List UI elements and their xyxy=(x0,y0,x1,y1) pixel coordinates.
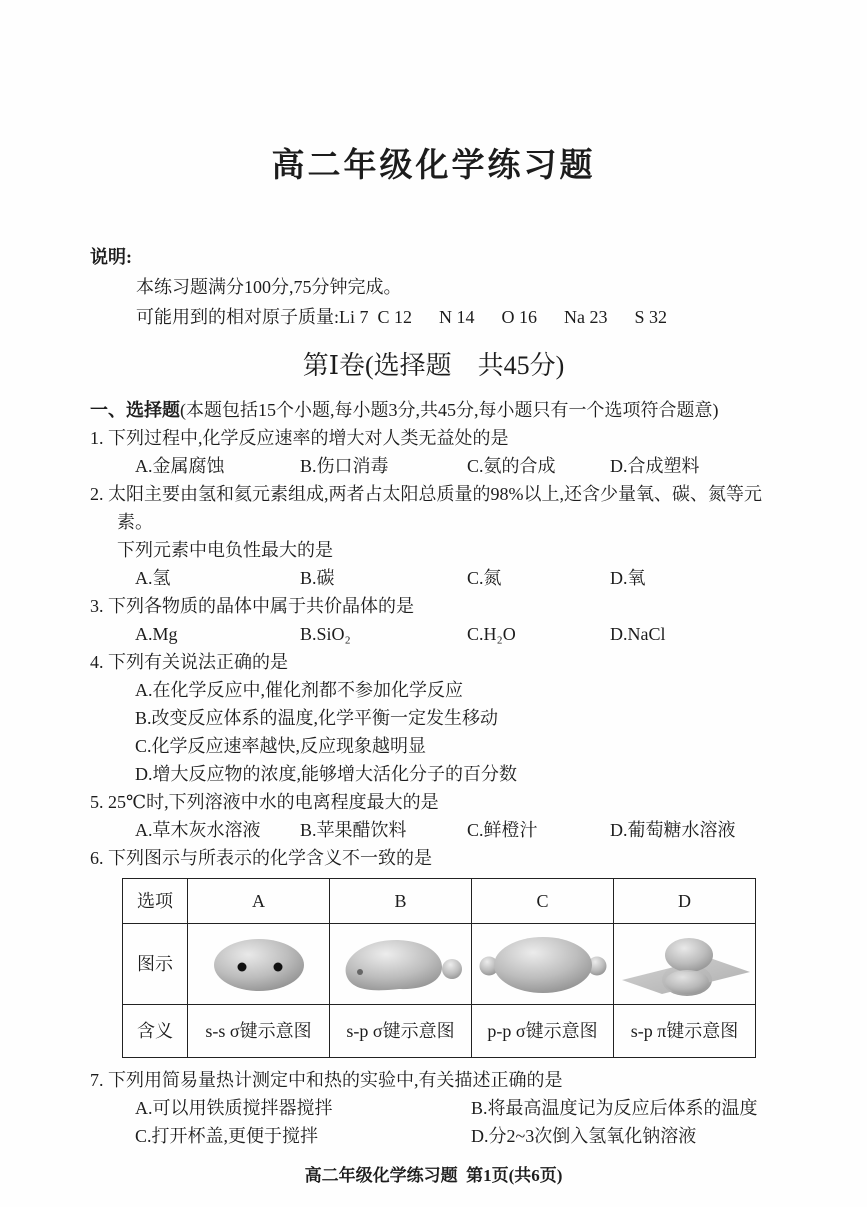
question-4-option-c: C.化学反应速率越快,反应现象越明显 xyxy=(135,736,427,756)
question-3-option-a: A.Mg xyxy=(135,624,178,644)
question-6-stem: 6. 下列图示与所表示的化学含义不一致的是 xyxy=(90,848,432,868)
question-4-stem: 4. 下列有关说法正确的是 xyxy=(90,652,288,672)
table-header-d: D xyxy=(614,879,756,924)
table-corner-cell: 选项 xyxy=(123,879,188,924)
question-6 xyxy=(90,844,777,1058)
multiple-choice-intro-detail: (本题包括15个小题,每小题3分,共45分,每小题只有一个选项符合题意) xyxy=(180,400,719,420)
question-7-option-c: C.打开杯盖,更便于搅拌 xyxy=(135,1126,319,1146)
question-1-options xyxy=(135,452,777,480)
question-5-option-d: D.葡萄糖水溶液 xyxy=(610,820,736,840)
question-3-stem: 3. 下列各物质的晶体中属于共价晶体的是 xyxy=(90,596,414,616)
table-header-c: C xyxy=(472,879,614,924)
question-2-option-d: D.氧 xyxy=(610,568,646,588)
question-2-stem-line-1: 2. 太阳主要由氢和氦元素组成,两者占太阳总质量的98%以上,还含少量氧、碳、氮等元素。 xyxy=(90,484,762,532)
question-1-option-d: D.合成塑料 xyxy=(610,456,700,476)
meaning-cell-a: s-s σ键示意图 xyxy=(188,1005,330,1058)
question-1-option-c: C.氨的合成 xyxy=(467,456,556,476)
question-2-option-c: C.氮 xyxy=(467,568,502,588)
question-4-option-a: A.在化学反应中,催化剂都不参加化学反应 xyxy=(135,680,463,700)
table-meaning-row-label: 含义 xyxy=(123,1005,188,1058)
p-p-sigma-bond-diagram xyxy=(474,928,612,1000)
diagram-cell-a xyxy=(188,924,330,1005)
section-1-heading: 第Ⅰ卷(选择题 共45分) xyxy=(302,351,565,380)
table-header-b: B xyxy=(330,879,472,924)
diagram-cell-d xyxy=(614,924,756,1005)
question-5-option-b: B.苹果醋饮料 xyxy=(300,820,407,840)
s-s-sigma-bond-diagram xyxy=(190,928,328,1000)
meaning-cell-b: s-p σ键示意图 xyxy=(330,1005,472,1058)
question-2-option-a: A.氢 xyxy=(135,568,171,588)
notes-atomic-masses: 可能用到的相对原子质量:Li 7 C 12 N 14 O 16 Na 23 S 32 xyxy=(136,307,667,327)
notes-heading: 说明: xyxy=(90,247,132,267)
meaning-cell-d: s-p π键示意图 xyxy=(614,1005,756,1058)
question-2-option-b: B.碳 xyxy=(300,568,335,588)
question-3-option-d: D.NaCl xyxy=(610,624,666,644)
question-2 xyxy=(90,480,777,592)
multiple-choice-intro xyxy=(90,396,777,424)
page-footer: 高二年级化学练习题 第1页(共6页) xyxy=(304,1166,563,1185)
question-3 xyxy=(90,592,777,648)
question-7-options xyxy=(135,1094,777,1150)
question-3-option-b: B.SiO₂ xyxy=(300,624,351,644)
question-5-option-c: C.鲜橙汁 xyxy=(467,820,538,840)
question-6-table xyxy=(122,878,756,1058)
question-4-option-b: B.改变反应体系的温度,化学平衡一定发生移动 xyxy=(135,708,499,728)
question-2-options xyxy=(135,564,777,592)
question-4-option-d: D.增大反应物的浓度,能够增大活化分子的百分数 xyxy=(135,764,517,784)
question-5 xyxy=(90,788,777,844)
diagram-cell-b xyxy=(330,924,472,1005)
notes-total-score: 本练习题满分100分,75分钟完成。 xyxy=(136,277,402,297)
table-diagram-row xyxy=(123,924,756,1005)
meaning-cell-c: p-p σ键示意图 xyxy=(472,1005,614,1058)
question-2-stem-line-2: 下列元素中电负性最大的是 xyxy=(117,540,333,560)
question-7-stem: 7. 下列用简易量热计测定中和热的实验中,有关描述正确的是 xyxy=(90,1070,563,1090)
s-p-sigma-bond-diagram xyxy=(332,928,470,1000)
question-7-option-d: D.分2~3次倒入氢氧化钠溶液 xyxy=(471,1126,697,1146)
diagram-cell-c xyxy=(472,924,614,1005)
question-4 xyxy=(90,648,777,788)
table-meaning-row xyxy=(123,1005,756,1058)
multiple-choice-intro-label: 一、选择题 xyxy=(90,400,180,420)
question-1-stem: 1. 下列过程中,化学反应速率的增大对人类无益处的是 xyxy=(90,428,509,448)
question-5-options xyxy=(135,816,777,844)
s-p-pi-bond-diagram xyxy=(616,928,754,1000)
question-7 xyxy=(90,1066,777,1150)
question-5-option-a: A.草木灰水溶液 xyxy=(135,820,261,840)
question-1 xyxy=(90,424,777,480)
question-5-stem: 5. 25℃时,下列溶液中水的电离程度最大的是 xyxy=(90,792,439,812)
page-title: 高二年级化学练习题 xyxy=(271,148,596,184)
table-diagram-row-label: 图示 xyxy=(123,924,188,1005)
table-header-a: A xyxy=(188,879,330,924)
notes-section xyxy=(90,242,777,332)
table-header-row xyxy=(123,879,756,924)
question-7-option-a: A.可以用铁质搅拌器搅拌 xyxy=(135,1098,333,1118)
question-3-options xyxy=(135,620,777,648)
question-3-option-c: C.H₂O xyxy=(467,624,516,644)
question-1-option-a: A.金属腐蚀 xyxy=(135,456,225,476)
question-1-option-b: B.伤口消毒 xyxy=(300,456,389,476)
question-7-option-b: B.将最高温度记为反应后体系的温度 xyxy=(471,1098,758,1118)
